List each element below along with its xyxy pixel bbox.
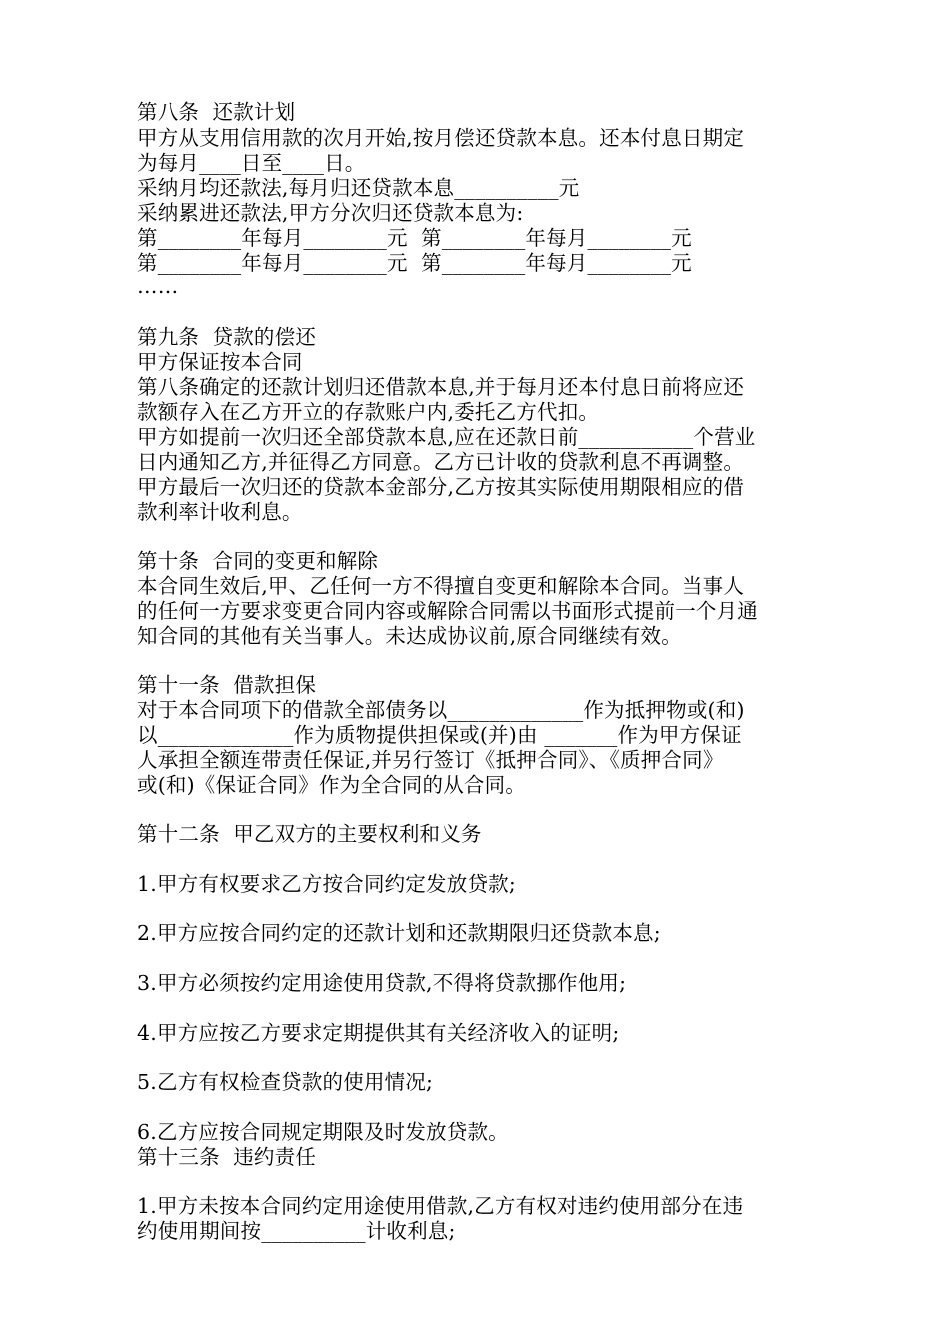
article-13-heading: 第十三条 违约责任 — [137, 1145, 317, 1169]
article-8-text-line: 为每月____日至____日。 — [137, 151, 366, 175]
article-8-text-line: 甲方从支用信用款的次月开始,按月偿还贷款本息。还本付息日期定 — [137, 126, 745, 150]
article-9-text-line: 日内通知乙方,并征得乙方同意。乙方已计收的贷款利息不再调整。 — [137, 450, 745, 474]
article-13-item-1: 1.甲方未按本合同约定用途使用借款,乙方有权对违约使用部分在违 — [137, 1194, 744, 1218]
article-10-text-line: 知合同的其他有关当事人。未达成协议前,原合同继续有效。 — [137, 624, 682, 648]
article-10-text-line: 的任何一方要求变更合同内容或解除合同需以书面形式提前一个月通 — [137, 599, 758, 623]
article-11-text-line: 对于本合同项下的借款全部债务以_____________作为抵押物或(和) — [137, 698, 745, 722]
article-10-text-line: 本合同生效后,甲、乙任何一方不得擅自变更和解除本合同。当事人 — [137, 574, 745, 598]
article-8-text-line: 采纳月均还款法,每月归还贷款本息__________元 — [137, 176, 580, 200]
article-12-heading: 第十二条 甲乙双方的主要权利和义务 — [137, 822, 482, 846]
article-9-text-line: 甲方最后一次归还的贷款本金部分,乙方按其实际使用期限相应的借 — [137, 475, 745, 499]
article-8-heading: 第八条 还款计划 — [137, 100, 296, 124]
article-11-text-line: 以_____________作为质物提供担保或(并)由 _______作为甲方保证 — [137, 723, 742, 747]
article-9-heading: 第九条 贷款的偿还 — [137, 325, 317, 349]
article-8-schedule-line: 第________年每月________元 第________年每月________元 — [137, 226, 692, 250]
article-9-text-line: 款利率计收利息。 — [137, 500, 303, 524]
article-9-text-line: 甲方如提前一次归还全部贷款本息,应在还款日前___________个营业 — [137, 425, 756, 449]
article-11-text-line: 或(和)《保证合同》作为全合同的从合同。 — [137, 773, 526, 797]
article-9-text-line: 第八条确定的还款计划归还借款本息,并于每月还本付息日前将应还 — [137, 375, 745, 399]
article-13-item-1-cont: 约使用期间按__________计收利息; — [137, 1219, 456, 1243]
article-12-item-3: 3.甲方必须按约定用途使用贷款,不得将贷款挪作他用; — [137, 971, 627, 995]
article-12-item-4: 4.甲方应按乙方要求定期提供其有关经济收入的证明; — [137, 1021, 620, 1045]
article-10-heading: 第十条 合同的变更和解除 — [137, 549, 379, 573]
article-9-text-line: 款额存入在乙方开立的存款账户内,委托乙方代扣。 — [137, 400, 600, 424]
article-9-text-line: 甲方保证按本合同 — [137, 350, 303, 374]
article-12-item-1: 1.甲方有权要求乙方按合同约定发放贷款; — [137, 872, 516, 896]
article-8-text-line: 采纳累进还款法,甲方分次归还贷款本息为: — [137, 201, 524, 225]
article-12-item-6: 6.乙方应按合同规定期限及时发放贷款。 — [137, 1120, 509, 1144]
article-11-text-line: 人承担全额连带责任保证,并另行签订《抵押合同》、《质押合同》 — [137, 748, 724, 772]
article-12-item-5: 5.乙方有权检查贷款的使用情况; — [137, 1070, 434, 1094]
article-11-heading: 第十一条 借款担保 — [137, 673, 317, 697]
article-8-schedule-line: 第________年每月________元 第________年每月________元 — [137, 251, 692, 275]
article-12-item-2: 2.甲方应按合同约定的还款计划和还款期限归还贷款本息; — [137, 921, 661, 945]
ellipsis: …… — [137, 274, 179, 298]
